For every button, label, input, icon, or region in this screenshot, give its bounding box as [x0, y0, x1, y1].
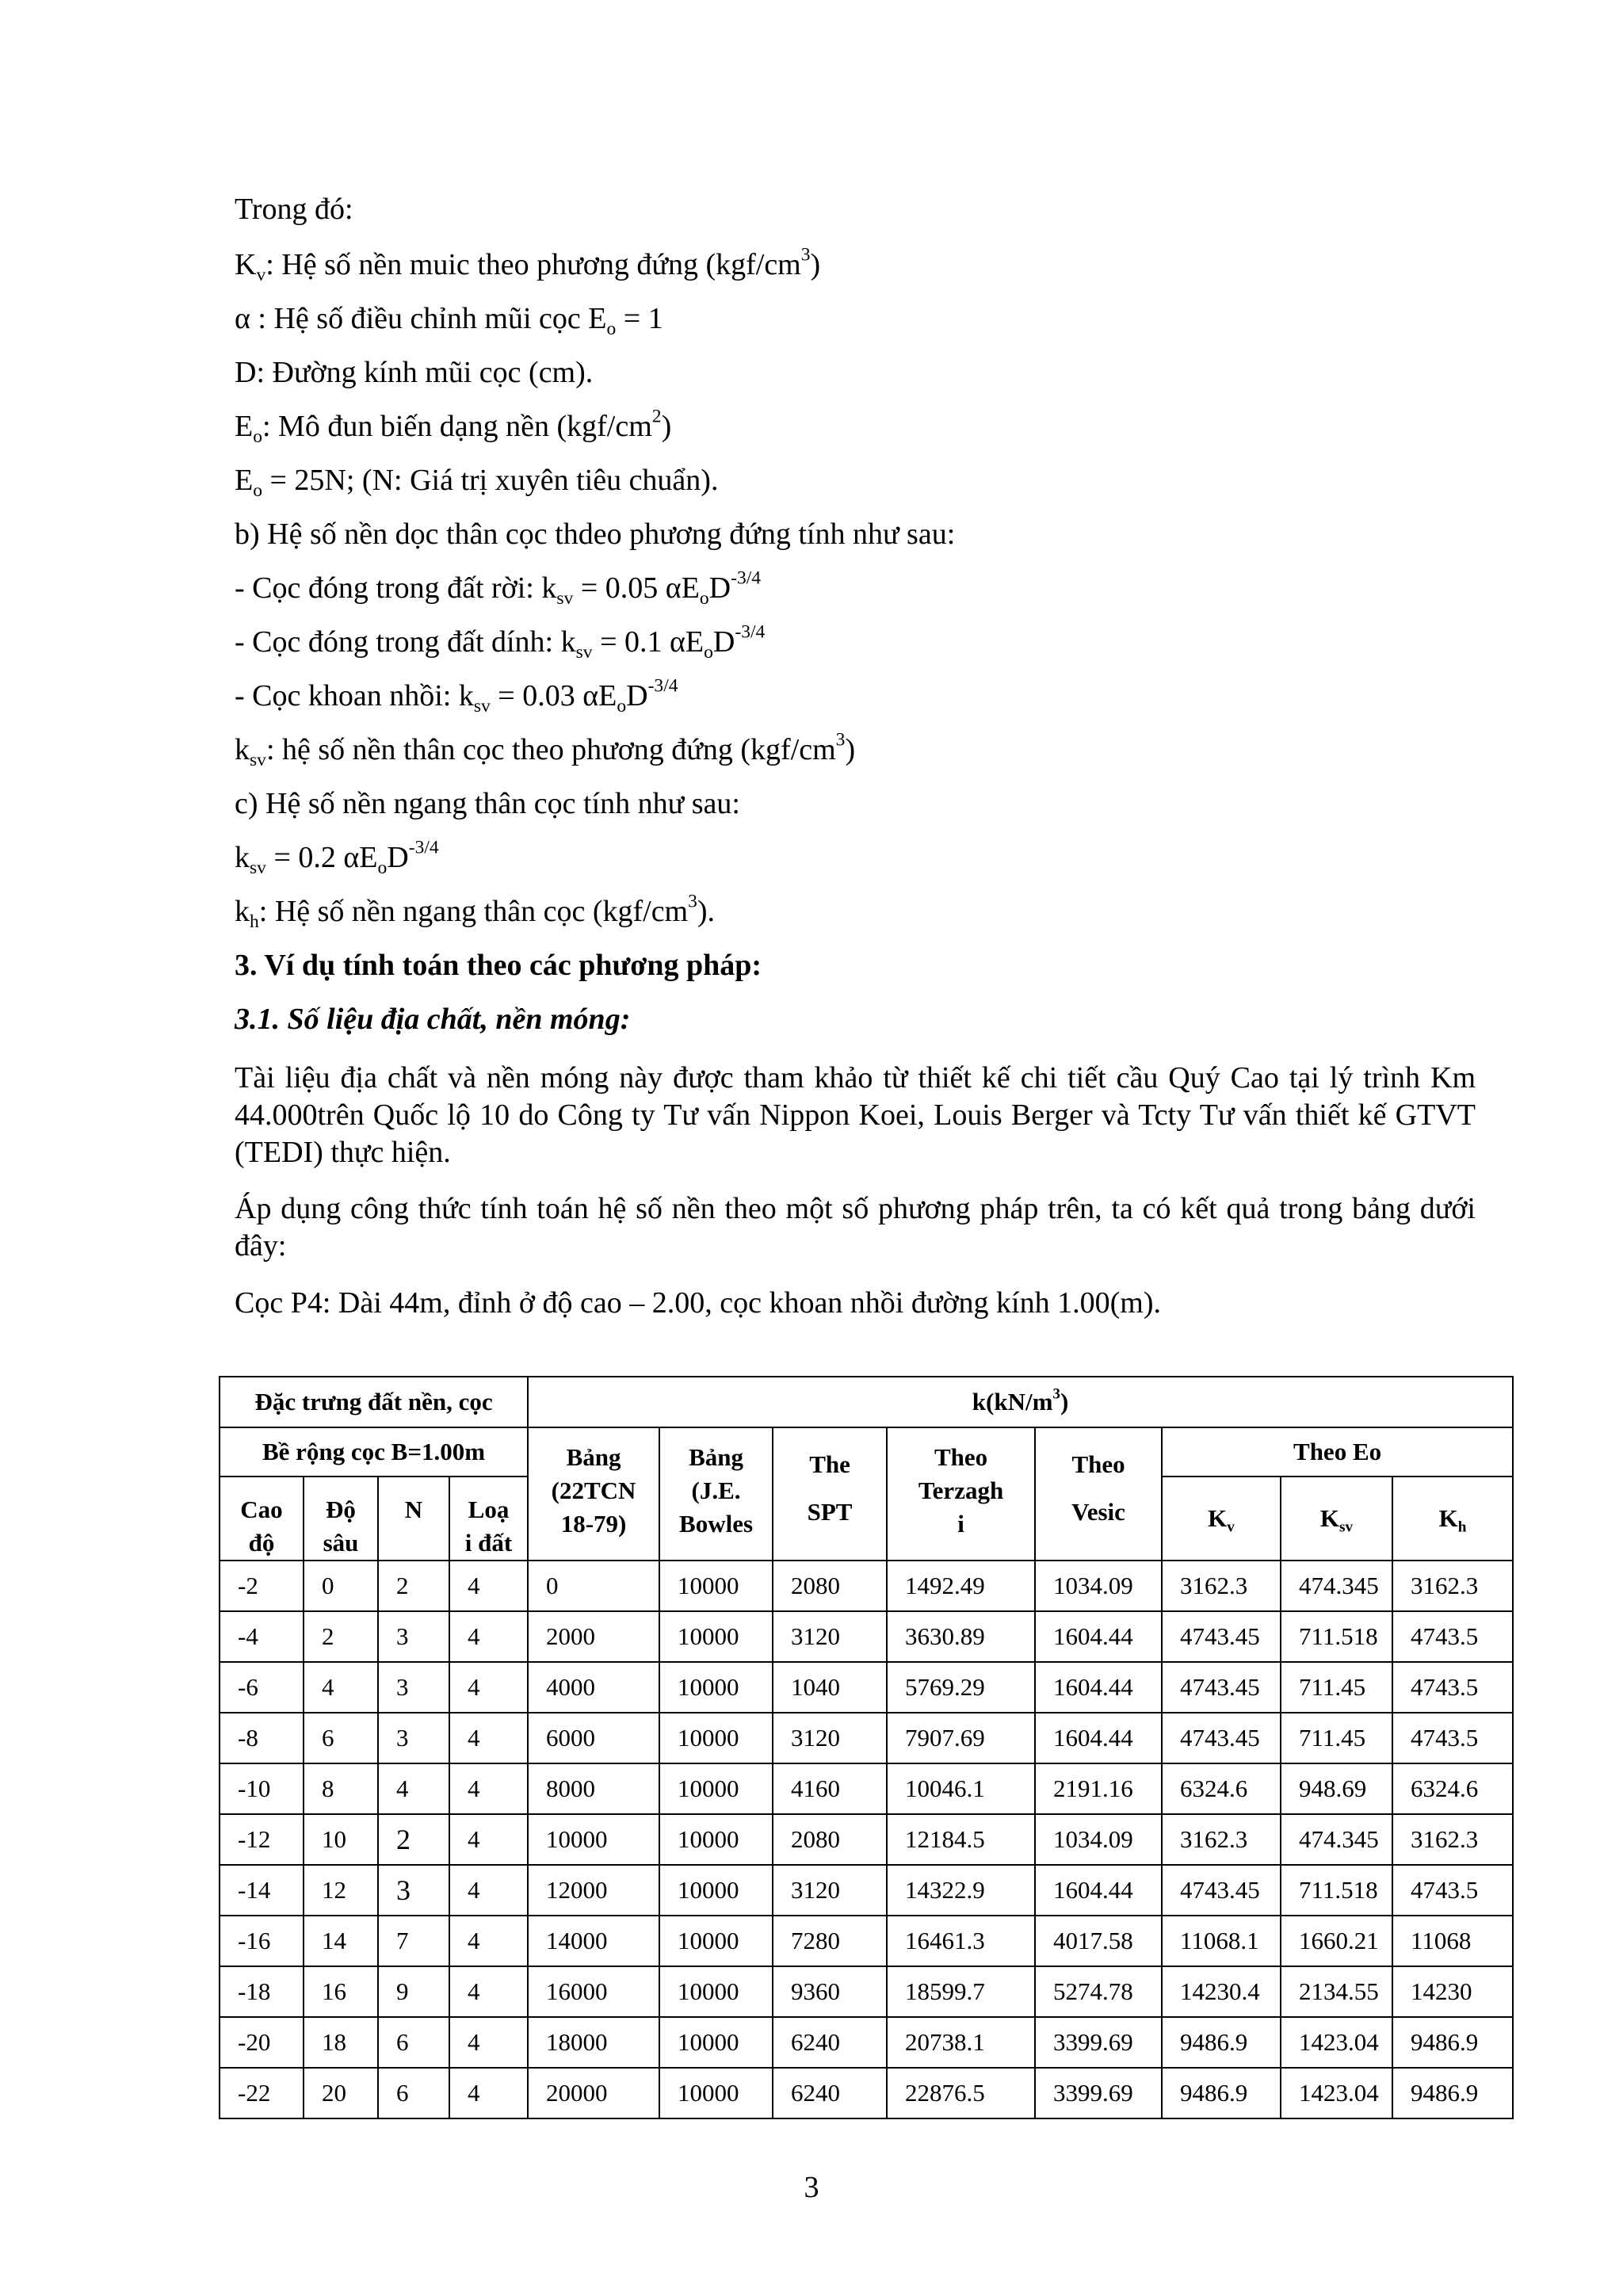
trong-do-label: Trong đó: — [235, 193, 353, 226]
cell-kh: 9486.9 — [1392, 2068, 1513, 2118]
header-do-sau: Độ sâu — [304, 1477, 378, 1561]
cell-kv: 4743.45 — [1162, 1662, 1281, 1713]
cell-n: 3 — [378, 1611, 449, 1662]
eo-definition: $E_o$: Mô đun biến dạng nền $(kgf/cm^2)$ — [235, 406, 672, 448]
cell-kv: 4743.45 — [1162, 1865, 1281, 1916]
cell-loai-dat: 4 — [449, 1814, 528, 1865]
cell-kv: 9486.9 — [1162, 2017, 1281, 2068]
cell-kh: 4743.5 — [1392, 1713, 1513, 1763]
cell-kh: 14230 — [1392, 1966, 1513, 2017]
header-pile-width: Bề rộng cọc B=1.00m — [220, 1427, 528, 1477]
formula-khoan-nhoi: - Cọc khoan nhồi: $k_{sv} = 0.03$ $\alpha E_oD^{-3/4}$ — [235, 675, 678, 717]
cell-spt: 6240 — [773, 2017, 887, 2068]
cell-do-sau: 2 — [304, 1611, 378, 1662]
cell-loai-dat: 4 — [449, 1611, 528, 1662]
c-heading: c) Hệ số nền ngang thân cọc tính như sau: — [235, 787, 740, 820]
cell-bang-22tcn: 4000 — [528, 1662, 659, 1713]
header-theo-eo: Theo Eo — [1162, 1427, 1513, 1477]
cell-kh: 4743.5 — [1392, 1865, 1513, 1916]
table-row — [220, 1814, 1513, 1865]
cell-loai-dat: 4 — [449, 1763, 528, 1814]
cell-spt: 4160 — [773, 1763, 887, 1814]
cell-kv: 9486.9 — [1162, 2068, 1281, 2118]
cell-spt: 3120 — [773, 1713, 887, 1763]
page-number: 3 — [804, 2171, 819, 2204]
table-row — [220, 1865, 1513, 1916]
cell-bang-22tcn: 16000 — [528, 1966, 659, 2017]
cell-kh: 11068 — [1392, 1916, 1513, 1966]
paragraph-source: Tài liệu địa chất và nền móng này được tham khảo từ thiết kế chi tiết cầu Quý Cao tại lý trình Km 44.000trên Quốc lộ 10 do Công ty Tư vấn Nippon Koei, Louis Berger và Tcty Tư vấn thiết kế GTVT (TEDI) thực hiện. — [235, 1061, 1476, 1169]
table-row — [220, 1713, 1513, 1763]
table-row — [220, 1763, 1513, 1814]
cell-bang-bowles: 10000 — [659, 1763, 773, 1814]
cell-terzaghi: 1492.49 — [887, 1561, 1035, 1611]
section-3-heading: 3. Ví dụ tính toán theo các phương pháp: — [235, 949, 762, 982]
cell-bang-bowles: 10000 — [659, 1662, 773, 1713]
cell-kv: 11068.1 — [1162, 1916, 1281, 1966]
ksv-definition: $k_{sv}$: hệ số nền thân cọc theo phương đứng $(kgf/cm^3)$ — [235, 729, 856, 771]
table-row — [220, 2017, 1513, 2068]
cell-vesic: 1604.44 — [1035, 1611, 1162, 1662]
cell-kv: 6324.6 — [1162, 1763, 1281, 1814]
cell-do-sau: 6 — [304, 1713, 378, 1763]
table-row — [220, 2068, 1513, 2118]
cell-kh: 4743.5 — [1392, 1662, 1513, 1713]
cell-bang-bowles: 10000 — [659, 1966, 773, 2017]
cell-kv: 14230.4 — [1162, 1966, 1281, 2017]
cell-vesic: 1604.44 — [1035, 1662, 1162, 1713]
eo-formula: $E_o = 25N$; (N: Giá trị xuyên tiêu chuẩn). — [235, 464, 719, 502]
cell-bang-22tcn: 20000 — [528, 2068, 659, 2118]
cell-kh: 3162.3 — [1392, 1561, 1513, 1611]
cell-cao-do: -8 — [220, 1713, 304, 1763]
cell-loai-dat: 4 — [449, 1966, 528, 2017]
cell-ksv: 1423.04 — [1281, 2017, 1392, 2068]
cell-bang-22tcn: 6000 — [528, 1713, 659, 1763]
cell-loai-dat: 4 — [449, 1662, 528, 1713]
header-kh: $K_h$ — [1392, 1477, 1513, 1561]
cell-cao-do: -2 — [220, 1561, 304, 1611]
cell-vesic: 1604.44 — [1035, 1713, 1162, 1763]
cell-do-sau: 20 — [304, 2068, 378, 2118]
header-bang-22tcn: Bảng (22TCN 18-79) — [528, 1427, 659, 1561]
cell-vesic: 3399.69 — [1035, 2017, 1162, 2068]
cell-ksv: 474.345 — [1281, 1814, 1392, 1865]
cell-bang-bowles: 10000 — [659, 1561, 773, 1611]
cell-terzaghi: 7907.69 — [887, 1713, 1035, 1763]
cell-spt: 9360 — [773, 1966, 887, 2017]
header-vesic: Theo Vesic — [1035, 1427, 1162, 1561]
cell-terzaghi: 22876.5 — [887, 2068, 1035, 2118]
cell-cao-do: -20 — [220, 2017, 304, 2068]
cell-terzaghi: 14322.9 — [887, 1865, 1035, 1916]
cell-bang-bowles: 10000 — [659, 1814, 773, 1865]
paragraph-apply: Áp dụng công thức tính toán hệ số nền theo một số phương pháp trên, ta có kết quả trong bảng dưới đây: — [235, 1192, 1476, 1263]
header-spt: The SPT — [773, 1427, 887, 1561]
cell-loai-dat: 4 — [449, 1916, 528, 1966]
kv-definition: $K_v$: Hệ số nền muic theo phương đứng $(kgf/cm^3)$ — [235, 244, 821, 286]
cell-ksv: 711.518 — [1281, 1611, 1392, 1662]
cell-cao-do: -18 — [220, 1966, 304, 2017]
cell-vesic: 5274.78 — [1035, 1966, 1162, 2017]
cell-kv: 4743.45 — [1162, 1611, 1281, 1662]
cell-terzaghi: 12184.5 — [887, 1814, 1035, 1865]
cell-terzaghi: 5769.29 — [887, 1662, 1035, 1713]
cell-do-sau: 8 — [304, 1763, 378, 1814]
cell-terzaghi: 20738.1 — [887, 2017, 1035, 2068]
table-row — [220, 1662, 1513, 1713]
kh-definition: $k_h$: Hệ số nền ngang thân cọc $(kgf/cm^3)$. — [235, 891, 716, 933]
header-n: N — [378, 1477, 449, 1561]
cell-kv: 4743.45 — [1162, 1713, 1281, 1763]
cell-bang-bowles: 10000 — [659, 1865, 773, 1916]
cell-do-sau: 0 — [304, 1561, 378, 1611]
cell-terzaghi: 3630.89 — [887, 1611, 1035, 1662]
cell-n: 2 — [378, 1814, 449, 1865]
cell-n: 6 — [378, 2017, 449, 2068]
header-k-unit: $k(kN/m^3)$ — [528, 1377, 1513, 1427]
cell-do-sau: 14 — [304, 1916, 378, 1966]
cell-bang-22tcn: 8000 — [528, 1763, 659, 1814]
cell-cao-do: -10 — [220, 1763, 304, 1814]
cell-do-sau: 16 — [304, 1966, 378, 2017]
cell-vesic: 3399.69 — [1035, 2068, 1162, 2118]
cell-terzaghi: 10046.1 — [887, 1763, 1035, 1814]
cell-vesic: 1604.44 — [1035, 1865, 1162, 1916]
subgrade-coefficient-table — [219, 1376, 1514, 2119]
cell-bang-22tcn: 12000 — [528, 1865, 659, 1916]
cell-spt: 2080 — [773, 1814, 887, 1865]
cell-bang-22tcn: 18000 — [528, 2017, 659, 2068]
formula-ngang: $k_{sv} = 0.2$ $\alpha E_oD^{-3/4}$ — [235, 837, 439, 879]
header-soil-properties: Đặc trưng đất nền, cọc — [220, 1377, 528, 1427]
header-cao-do: Cao độ — [220, 1477, 304, 1561]
cell-do-sau: 10 — [304, 1814, 378, 1865]
cell-vesic: 1034.09 — [1035, 1814, 1162, 1865]
cell-vesic: 1034.09 — [1035, 1561, 1162, 1611]
cell-bang-22tcn: 2000 — [528, 1611, 659, 1662]
cell-cao-do: -14 — [220, 1865, 304, 1916]
cell-loai-dat: 4 — [449, 2068, 528, 2118]
cell-kh: 4743.5 — [1392, 1611, 1513, 1662]
cell-cao-do: -4 — [220, 1611, 304, 1662]
cell-spt: 3120 — [773, 1611, 887, 1662]
alpha-definition: α : Hệ số điều chỉnh mũi cọc $E_o = 1$ — [235, 302, 663, 340]
cell-bang-22tcn: 0 — [528, 1561, 659, 1611]
cell-bang-bowles: 10000 — [659, 1713, 773, 1763]
cell-do-sau: 18 — [304, 2017, 378, 2068]
header-terzaghi: Theo Terzagh i — [887, 1427, 1035, 1561]
cell-bang-bowles: 10000 — [659, 1916, 773, 1966]
cell-vesic: 4017.58 — [1035, 1916, 1162, 1966]
cell-bang-bowles: 10000 — [659, 2068, 773, 2118]
table-row — [220, 1561, 1513, 1611]
cell-kh: 6324.6 — [1392, 1763, 1513, 1814]
b-heading: b) Hệ số nền dọc thân cọc thdeo phương đứng tính như sau: — [235, 518, 956, 551]
cell-spt: 3120 — [773, 1865, 887, 1916]
header-loai-dat: Loạ i đất — [449, 1477, 528, 1561]
header-bang-bowles: Bảng (J.E. Bowles — [659, 1427, 773, 1561]
cell-ksv: 711.45 — [1281, 1713, 1392, 1763]
cell-n: 7 — [378, 1916, 449, 1966]
cell-cao-do: -22 — [220, 2068, 304, 2118]
paragraph-pile: Cọc P4: Dài 44m, đỉnh ở độ cao – 2.00, cọc khoan nhồi đường kính 1.00(m). — [235, 1286, 1161, 1320]
cell-ksv: 474.345 — [1281, 1561, 1392, 1611]
cell-ksv: 711.518 — [1281, 1865, 1392, 1916]
cell-spt: 7280 — [773, 1916, 887, 1966]
cell-n: 9 — [378, 1966, 449, 2017]
cell-cao-do: -16 — [220, 1916, 304, 1966]
cell-n: 6 — [378, 2068, 449, 2118]
cell-do-sau: 4 — [304, 1662, 378, 1713]
table-row — [220, 1611, 1513, 1662]
cell-spt: 1040 — [773, 1662, 887, 1713]
cell-kv: 3162.3 — [1162, 1814, 1281, 1865]
cell-bang-bowles: 10000 — [659, 1611, 773, 1662]
header-kv: $K_v$ — [1162, 1477, 1281, 1561]
cell-spt: 2080 — [773, 1561, 887, 1611]
cell-kh: 3162.3 — [1392, 1814, 1513, 1865]
cell-n: 4 — [378, 1763, 449, 1814]
cell-loai-dat: 4 — [449, 1865, 528, 1916]
cell-spt: 6240 — [773, 2068, 887, 2118]
cell-loai-dat: 4 — [449, 2017, 528, 2068]
cell-n: 3 — [378, 1713, 449, 1763]
cell-n: 3 — [378, 1865, 449, 1916]
cell-do-sau: 12 — [304, 1865, 378, 1916]
formula-dat-roi: - Cọc đóng trong đất rời: $k_{sv} = 0.05$ $\alpha E_oD^{-3/4}$ — [235, 567, 762, 609]
cell-n: 2 — [378, 1561, 449, 1611]
cell-ksv: 2134.55 — [1281, 1966, 1392, 2017]
cell-vesic: 2191.16 — [1035, 1763, 1162, 1814]
cell-cao-do: -6 — [220, 1662, 304, 1713]
header-ksv: $K_{sv}$ — [1281, 1477, 1392, 1561]
cell-bang-bowles: 10000 — [659, 2017, 773, 2068]
cell-bang-22tcn: 14000 — [528, 1916, 659, 1966]
formula-dat-dinh: - Cọc đóng trong đất dính: $k_{sv} = 0.1$ $\alpha E_oD^{-3/4}$ — [235, 621, 766, 663]
table-row — [220, 1916, 1513, 1966]
cell-loai-dat: 4 — [449, 1713, 528, 1763]
cell-terzaghi: 16461.3 — [887, 1916, 1035, 1966]
d-definition: D: Đường kính mũi cọc (cm). — [235, 356, 594, 389]
cell-terzaghi: 18599.7 — [887, 1966, 1035, 2017]
cell-kh: 9486.9 — [1392, 2017, 1513, 2068]
section-3-1-heading: 3.1. Số liệu địa chất, nền móng: — [235, 1003, 631, 1036]
cell-cao-do: -12 — [220, 1814, 304, 1865]
table-row — [220, 1966, 1513, 2017]
cell-ksv: 948.69 — [1281, 1763, 1392, 1814]
cell-n: 3 — [378, 1662, 449, 1713]
cell-kv: 3162.3 — [1162, 1561, 1281, 1611]
cell-loai-dat: 4 — [449, 1561, 528, 1611]
cell-ksv: 1423.04 — [1281, 2068, 1392, 2118]
cell-bang-22tcn: 10000 — [528, 1814, 659, 1865]
cell-ksv: 1660.21 — [1281, 1916, 1392, 1966]
cell-ksv: 711.45 — [1281, 1662, 1392, 1713]
